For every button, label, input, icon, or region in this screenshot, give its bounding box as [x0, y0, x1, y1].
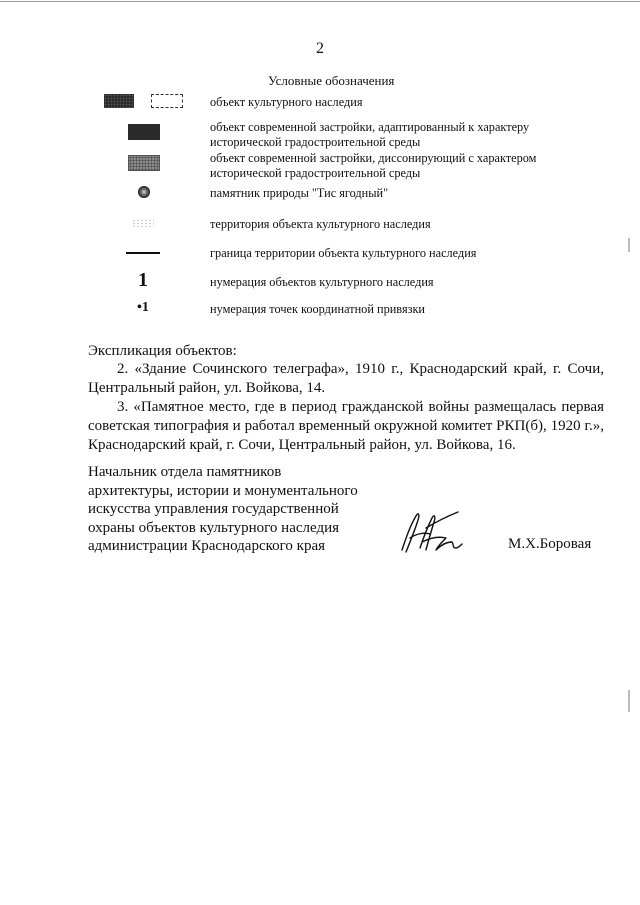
legend-text-heritage-territory: территория объекта культурного наследия [210, 217, 431, 231]
scan-edge-mark [628, 690, 630, 712]
legend-text-heritage-object: объект культурного наследия [210, 95, 363, 109]
legend-heading: Условные обозначения [268, 73, 395, 88]
legend-text-nature-monument: памятник природы "Тис ягодный" [210, 186, 389, 200]
territory-boundary-line-symbol [126, 252, 160, 254]
nature-monument-icon [138, 186, 150, 198]
page-number: 2 [316, 40, 324, 57]
signer-name: М.Х.Боровая [508, 536, 592, 552]
signatory-position [88, 463, 358, 556]
top-border-line [0, 1, 640, 2]
legend-text-object-numbering: нумерация объектов культурного наследия [210, 275, 434, 289]
signatory-line: архитектуры, истории и монументального [88, 482, 358, 499]
coordinate-point-symbol: •1 [137, 300, 149, 315]
object-number-symbol: 1 [138, 269, 148, 291]
legend-text-dissonant-building: объект современной застройки, диссонирующий с характером исторической градостроительной среды [210, 151, 537, 180]
legend-text-territory-boundary: граница территории объекта культурного наследия [210, 246, 477, 260]
handwritten-signature [396, 508, 466, 558]
adapted-building-symbol [128, 124, 160, 140]
signatory-line: Начальник отдела памятников [88, 464, 282, 480]
dissonant-building-symbol [128, 155, 160, 171]
heritage-territory-symbol [132, 219, 154, 227]
heritage-object-outline-symbol [151, 94, 183, 108]
signatory-line: администрации Краснодарского края [88, 538, 326, 554]
explication-title: Экспликация объектов: [88, 343, 237, 359]
signatory-line: искусства управления государственной [88, 501, 339, 517]
heritage-object-filled-symbol [104, 94, 134, 108]
legend-text-point-numbering: нумерация точек координатной привязки [210, 302, 426, 316]
legend-text-adapted-building: объект современной застройки, адаптированный к характеру исторической градостроительной среды [210, 120, 530, 149]
explication-item: 3. «Памятное место, где в период гражданской войны размещалась первая советская типография и работал временный окружной комитет РКП(б), 1920 г.», Краснодарский край, г. Сочи, Центральный район, ул. Войкова, 16. [88, 399, 604, 453]
scan-edge-mark [628, 238, 630, 252]
explication-item: 2. «Здание Сочинского телеграфа», 1910 г., Краснодарский край, г. Сочи, Центральный район, ул. Войкова, 14. [88, 361, 604, 396]
signatory-line: охраны объектов культурного наследия [88, 519, 340, 536]
